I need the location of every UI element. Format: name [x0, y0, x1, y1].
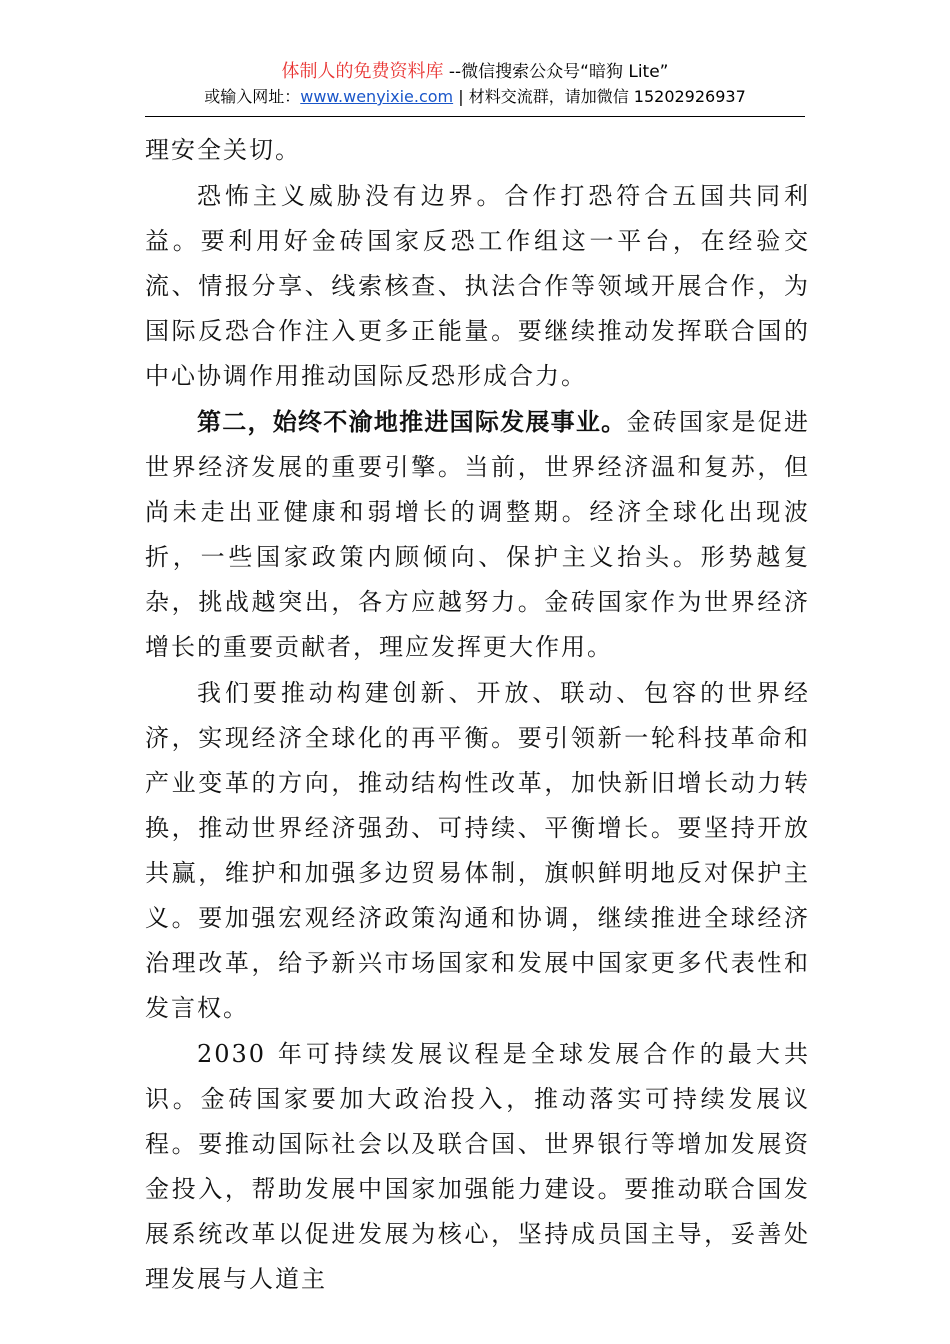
paragraph-2	[145, 174, 810, 399]
header-line-2	[0, 84, 950, 110]
header-brand: 体制人的免费资料库	[281, 61, 444, 82]
header-contact: | 材料交流群，请加微信 15202926937	[453, 87, 746, 106]
paragraph-4	[145, 671, 810, 1031]
header-url-prefix: 或输入网址：	[204, 87, 301, 106]
paragraph-text: 恐怖主义威胁没有边界。合作打恐符合五国共同利益。要利用好金砖国家反恐工作组这一平台，在经验交流、情报分享、线索核查、执法合作等领域开展合作，为国际反恐合作注入更多正能量。要继续推动发挥联合国的中心协调作用推动国际反恐形成合力。	[145, 182, 810, 390]
paragraph-text: 2030 年可持续发展议程是全球发展合作的最大共识。金砖国家要加大政治投入，推动落实可持续发展议程。要推动国际社会以及联合国、世界银行等增加发展资金投入，帮助发展中国家加强能力建设。要推动联合国发展系统改革以促进发展为核心，坚持成员国主导，妥善处理发展与人道主	[145, 1040, 810, 1293]
paragraph-5	[145, 1032, 810, 1302]
paragraph-heading: 第二，始终不渝地推进国际发展事业。	[197, 408, 627, 436]
paragraph-1	[145, 128, 810, 173]
paragraph-text: 理安全关切。	[145, 136, 301, 164]
paragraph-3	[145, 400, 810, 670]
document-header	[0, 60, 950, 110]
paragraph-text: 我们要推动构建创新、开放、联动、包容的世界经济，实现经济全球化的再平衡。要引领新一轮科技革命和产业变革的方向，推动结构性改革，加快新旧增长动力转换，推动世界经济强劲、可持续、平衡增长。要坚持开放共赢，维护和加强多边贸易体制，旗帜鲜明地反对保护主义。要加强宏观经济政策沟通和协调，继续推进全球经济治理改革，给予新兴市场国家和发展中国家更多代表性和发言权。	[145, 679, 810, 1022]
paragraph-text: 金砖国家是促进世界经济发展的重要引擎。当前，世界经济温和复苏，但尚未走出亚健康和弱增长的调整期。经济全球化出现波折，一些国家政策内顾倾向、保护主义抬头。形势越复杂，挑战越突出，各方应越努力。金砖国家作为世界经济增长的重要贡献者，理应发挥更大作用。	[145, 408, 811, 661]
header-wechat: --微信搜索公众号“暗狗 Lite”	[443, 62, 669, 82]
header-divider	[145, 116, 805, 117]
document-body	[145, 128, 810, 1303]
header-line-1	[0, 60, 950, 84]
header-url-link[interactable]: www.wenyixie.com	[300, 87, 454, 106]
